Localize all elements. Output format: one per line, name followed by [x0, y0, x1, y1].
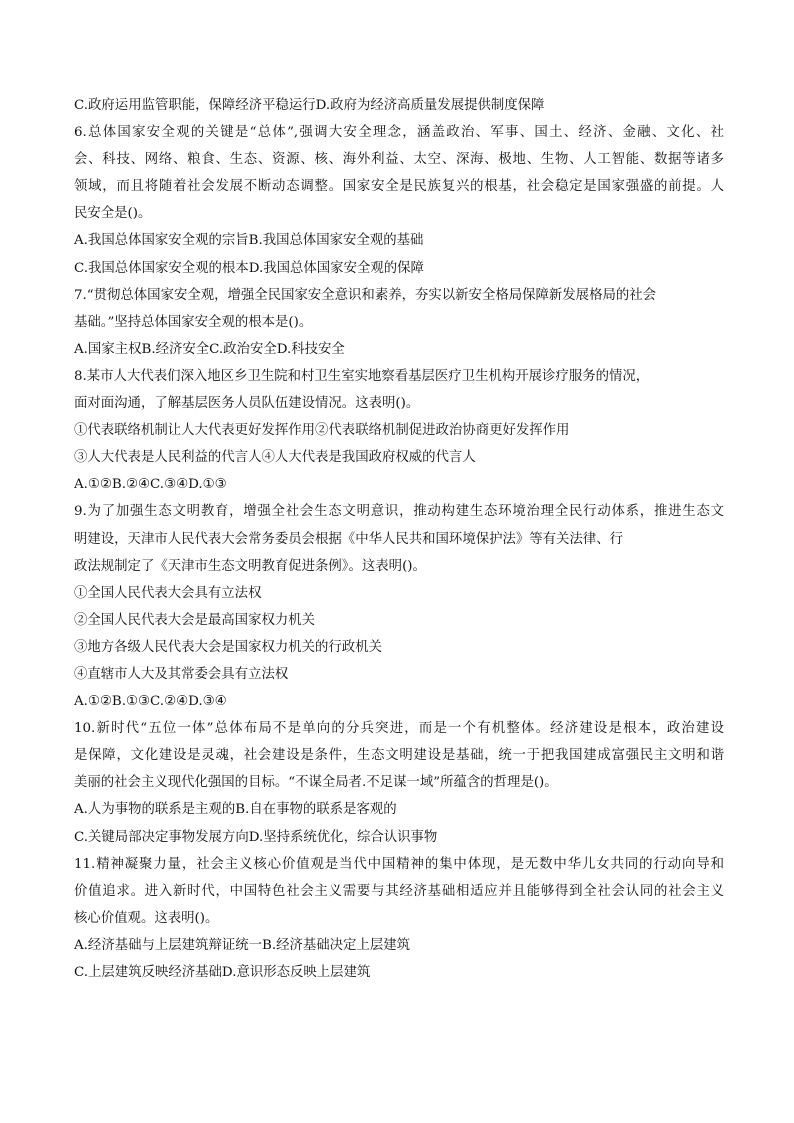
question-9-statement: ①全国人民代表大会具有立法权 [74, 585, 262, 601]
question-11-stem: 价值追求。进入新时代，中国特色社会主义需要与其经济基础相适应并且能够得到全社会认同的社会主义 [74, 883, 724, 899]
option-line-5cd: C.政府运用监管职能，保障经济平稳运行D.政府为经济高质量发展提供制度保障 [74, 98, 545, 113]
question-9-stem: 9.为了加强生态文明教育，增强全社会生态文明意识，推动构建生态环境治理全民行动体系，推进生态文 [74, 504, 724, 520]
question-6-stem: 民安全是()。 [74, 206, 152, 222]
question-text [74, 92, 724, 986]
question-9-stem: 明建设，天津市人民代表大会常务委员会根据《中华人民共和国环境保护法》等有关法律、行 [74, 531, 624, 547]
question-6-stem: 6.总体国家安全观的关键是“总体”,强调大安全理念，涵盖政治、军事、国土、经济、金融、文化、社 [74, 125, 724, 141]
question-10-options: A.人为事物的联系是主观的B.自在事物的联系是客观的 [74, 802, 397, 818]
question-10-stem: 是保障，文化建设是灵魂，社会建设是条件，生态文明建设是基础，统一于把我国建成富强民主文明和谐 [74, 748, 724, 764]
question-9-statement: ③地方各级人民代表大会是国家权力机关的行政机关 [74, 639, 382, 655]
question-9-statement: ④直辖市人大及其常委会具有立法权 [74, 666, 289, 682]
question-7-stem: 基础。”坚持总体国家安全观的根本是()。 [74, 314, 313, 330]
question-8-options: A.①②B.②④C.③④D.①③ [74, 477, 227, 493]
question-7-stem: 7.“贯彻总体国家安全观，增强全民国家安全意识和素养，夯实以新安全格局保障新发展格局的社会 [74, 287, 657, 303]
question-11-stem: 核心价值观。这表明()。 [74, 910, 219, 926]
question-9-stem: 政法规制定了《天津市生态文明教育促进条例》。这表明()。 [74, 558, 426, 574]
question-6-options: C.我国总体国家安全观的根本D.我国总体国家安全观的保障 [74, 260, 424, 276]
question-10-stem: 美丽的社会主义现代化强国的目标。“不谋全局者.不足谋一域”所蕴含的哲理是()。 [74, 775, 558, 791]
question-11-stem: 11.精神凝聚力量，社会主义核心价值观是当代中国精神的集中体现，是无数中华儿女共同的行动向导和 [74, 856, 724, 872]
question-7-options: A.国家主权B.经济安全C.政治安全D.科技安全 [74, 341, 345, 357]
question-8-statements: ③人大代表是人民利益的代言人④人大代表是我国政府权威的代言人 [74, 450, 476, 466]
question-8-statements: ①代表联络机制让人大代表更好发挥作用②代表联络机制促进政治协商更好发挥作用 [74, 423, 570, 439]
question-11-options: A.经济基础与上层建筑辩证统一B.经济基础决定上层建筑 [74, 937, 411, 953]
question-8-stem: 8.某市人大代表们深入地区乡卫生院和村卫生室实地察看基层医疗卫生机构开展诊疗服务的情况， [74, 368, 650, 384]
question-10-stem: 10.新时代“五位一体”总体布局不是单向的分兵突进，而是一个有机整体。经济建设是根本，政治建设 [74, 721, 724, 737]
question-8-stem: 面对面沟通，了解基层医务人员队伍建设情况。这表明()。 [74, 396, 420, 412]
question-6-stem: 领域，而且将随着社会发展不断动态调整。国家安全是民族复兴的根基，社会稳定是国家强盛的前提。人 [74, 179, 724, 195]
question-6-stem: 会、科技、网络、粮食、生态、资源、核、海外利益、太空、深海、极地、生物、人工智能、数据等诸多 [74, 152, 724, 168]
question-9-statement: ②全国人民代表大会是最高国家权力机关 [74, 612, 316, 628]
question-6-options: A.我国总体国家安全观的宗旨B.我国总体国家安全观的基础 [74, 233, 424, 249]
question-10-options: C.关键局部决定事物发展方向D.坚持系统优化，综合认识事物 [74, 829, 438, 845]
question-9-options: A.①②B.①③C.②④D.③④ [74, 694, 227, 710]
question-11-options: C.上层建筑反映经济基础D.意识形态反映上层建筑 [74, 965, 371, 980]
